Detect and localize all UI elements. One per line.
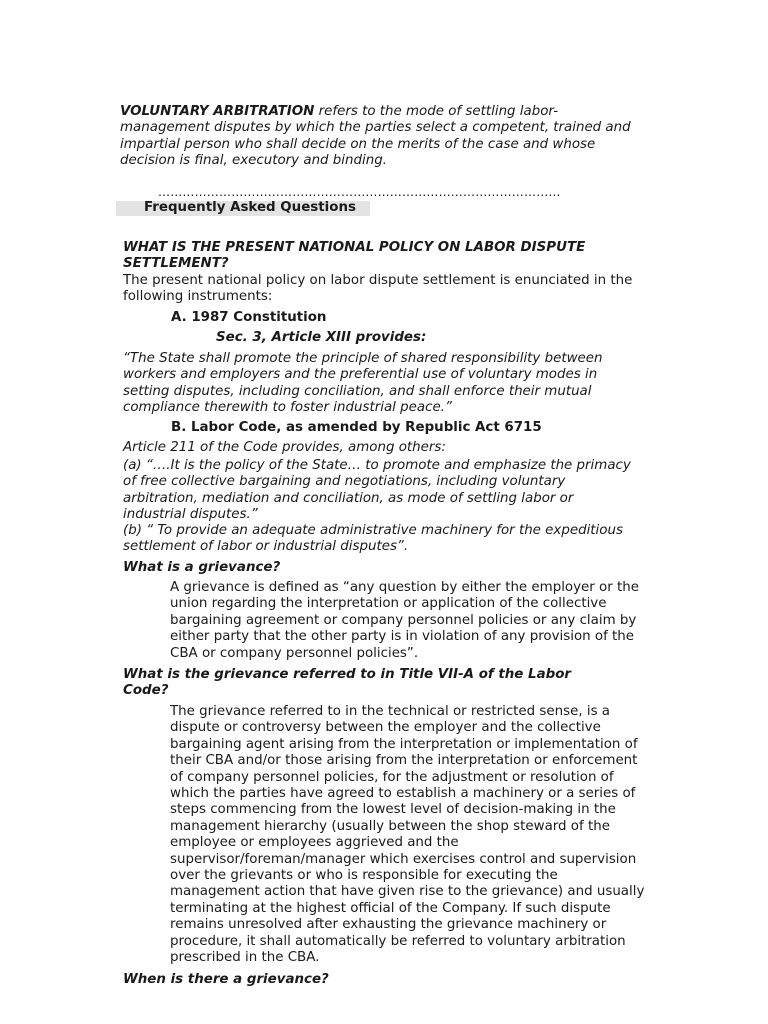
q1-sub-a-section: Sec. 3, Article XIII provides:	[216, 330, 427, 345]
q1-sub-b-item-b: (b) “ To provide an adequate administrative machinery for the expeditious settlement of labor or industrial disputes”.	[123, 523, 623, 555]
q3-answer: The grievance referred to in the technical or restricted sense, is a dispute or controversy between the employer and the collective bargaining agent arising from the interpretation or implementation of their CBA and/or those arising from the interpretation or enforcement of company personnel policies, for the adjustment or resolution of which the parties have agreed to establish a machinery or a series of steps commencing from the lowest level of decision-making in the management hierarchy (usually between the shop steward of the employee or employees aggrieved and the supervisor/foreman/manager which exercises control and supervision over the grievants or who is responsible for executing the management action that have given rise to the grievance) and usually terminating at the highest official of the Company. If such dispute remains unresolved after exhausting the grievance machinery or procedure, it shall automatically be referred to voluntary arbitration prescribed in the CBA.	[170, 704, 645, 966]
faq-heading: Frequently Asked Questions	[144, 200, 356, 215]
intro-term: VOLUNTARY ARBITRATION	[120, 104, 315, 119]
q2-question: What is a grievance?	[123, 560, 281, 575]
q1-sub-b-item-a: (a) “….It is the policy of the State… to promote and emphasize the primacy of free collective bargaining and negotiations, including voluntary arbitration, mediation and conciliation, as mode of settling labor or industrial disputes.”	[123, 458, 631, 523]
q3-question: What is the grievance referred to in Title VII-A of the Labor Code?	[123, 667, 572, 699]
q1-sub-b-heading: B. Labor Code, as amended by Republic Act 6715	[171, 420, 542, 435]
q1-sub-a-heading: A. 1987 Constitution	[171, 310, 327, 325]
q2-answer: A grievance is defined as “any question by either the employer or the union regarding the interpretation or application of the collective bargaining agreement or company personnel policies or any claim by either party that the other party is in violation of any provision of the CBA or company personnel policies”.	[170, 580, 639, 661]
q1-sub-b-intro: Article 211 of the Code provides, among others:	[123, 440, 446, 455]
faq-heading-bar	[116, 201, 370, 216]
q1-answer: The present national policy on labor dispute settlement is enunciated in the following instruments:	[123, 273, 633, 305]
dotted-separator: ………………………………………………………………………………………	[158, 185, 561, 199]
intro-definition: refers to the mode of settling labor-management disputes by which the parties select a competent, trained and impartial person who shall decide on the merits of the case and whose decision is final, executory and binding.	[120, 104, 631, 169]
intro-paragraph	[120, 104, 640, 170]
q4-question: When is there a grievance?	[123, 972, 329, 987]
q1-question: WHAT IS THE PRESENT NATIONAL POLICY ON LABOR DISPUTE SETTLEMENT?	[123, 240, 586, 272]
q1-sub-a-quote: “The State shall promote the principle of shared responsibility between workers and employers and the preferential use of voluntary modes in setting disputes, including conciliation, and shall enforce their mutual compliance therewith to foster industrial peace.”	[123, 351, 603, 416]
